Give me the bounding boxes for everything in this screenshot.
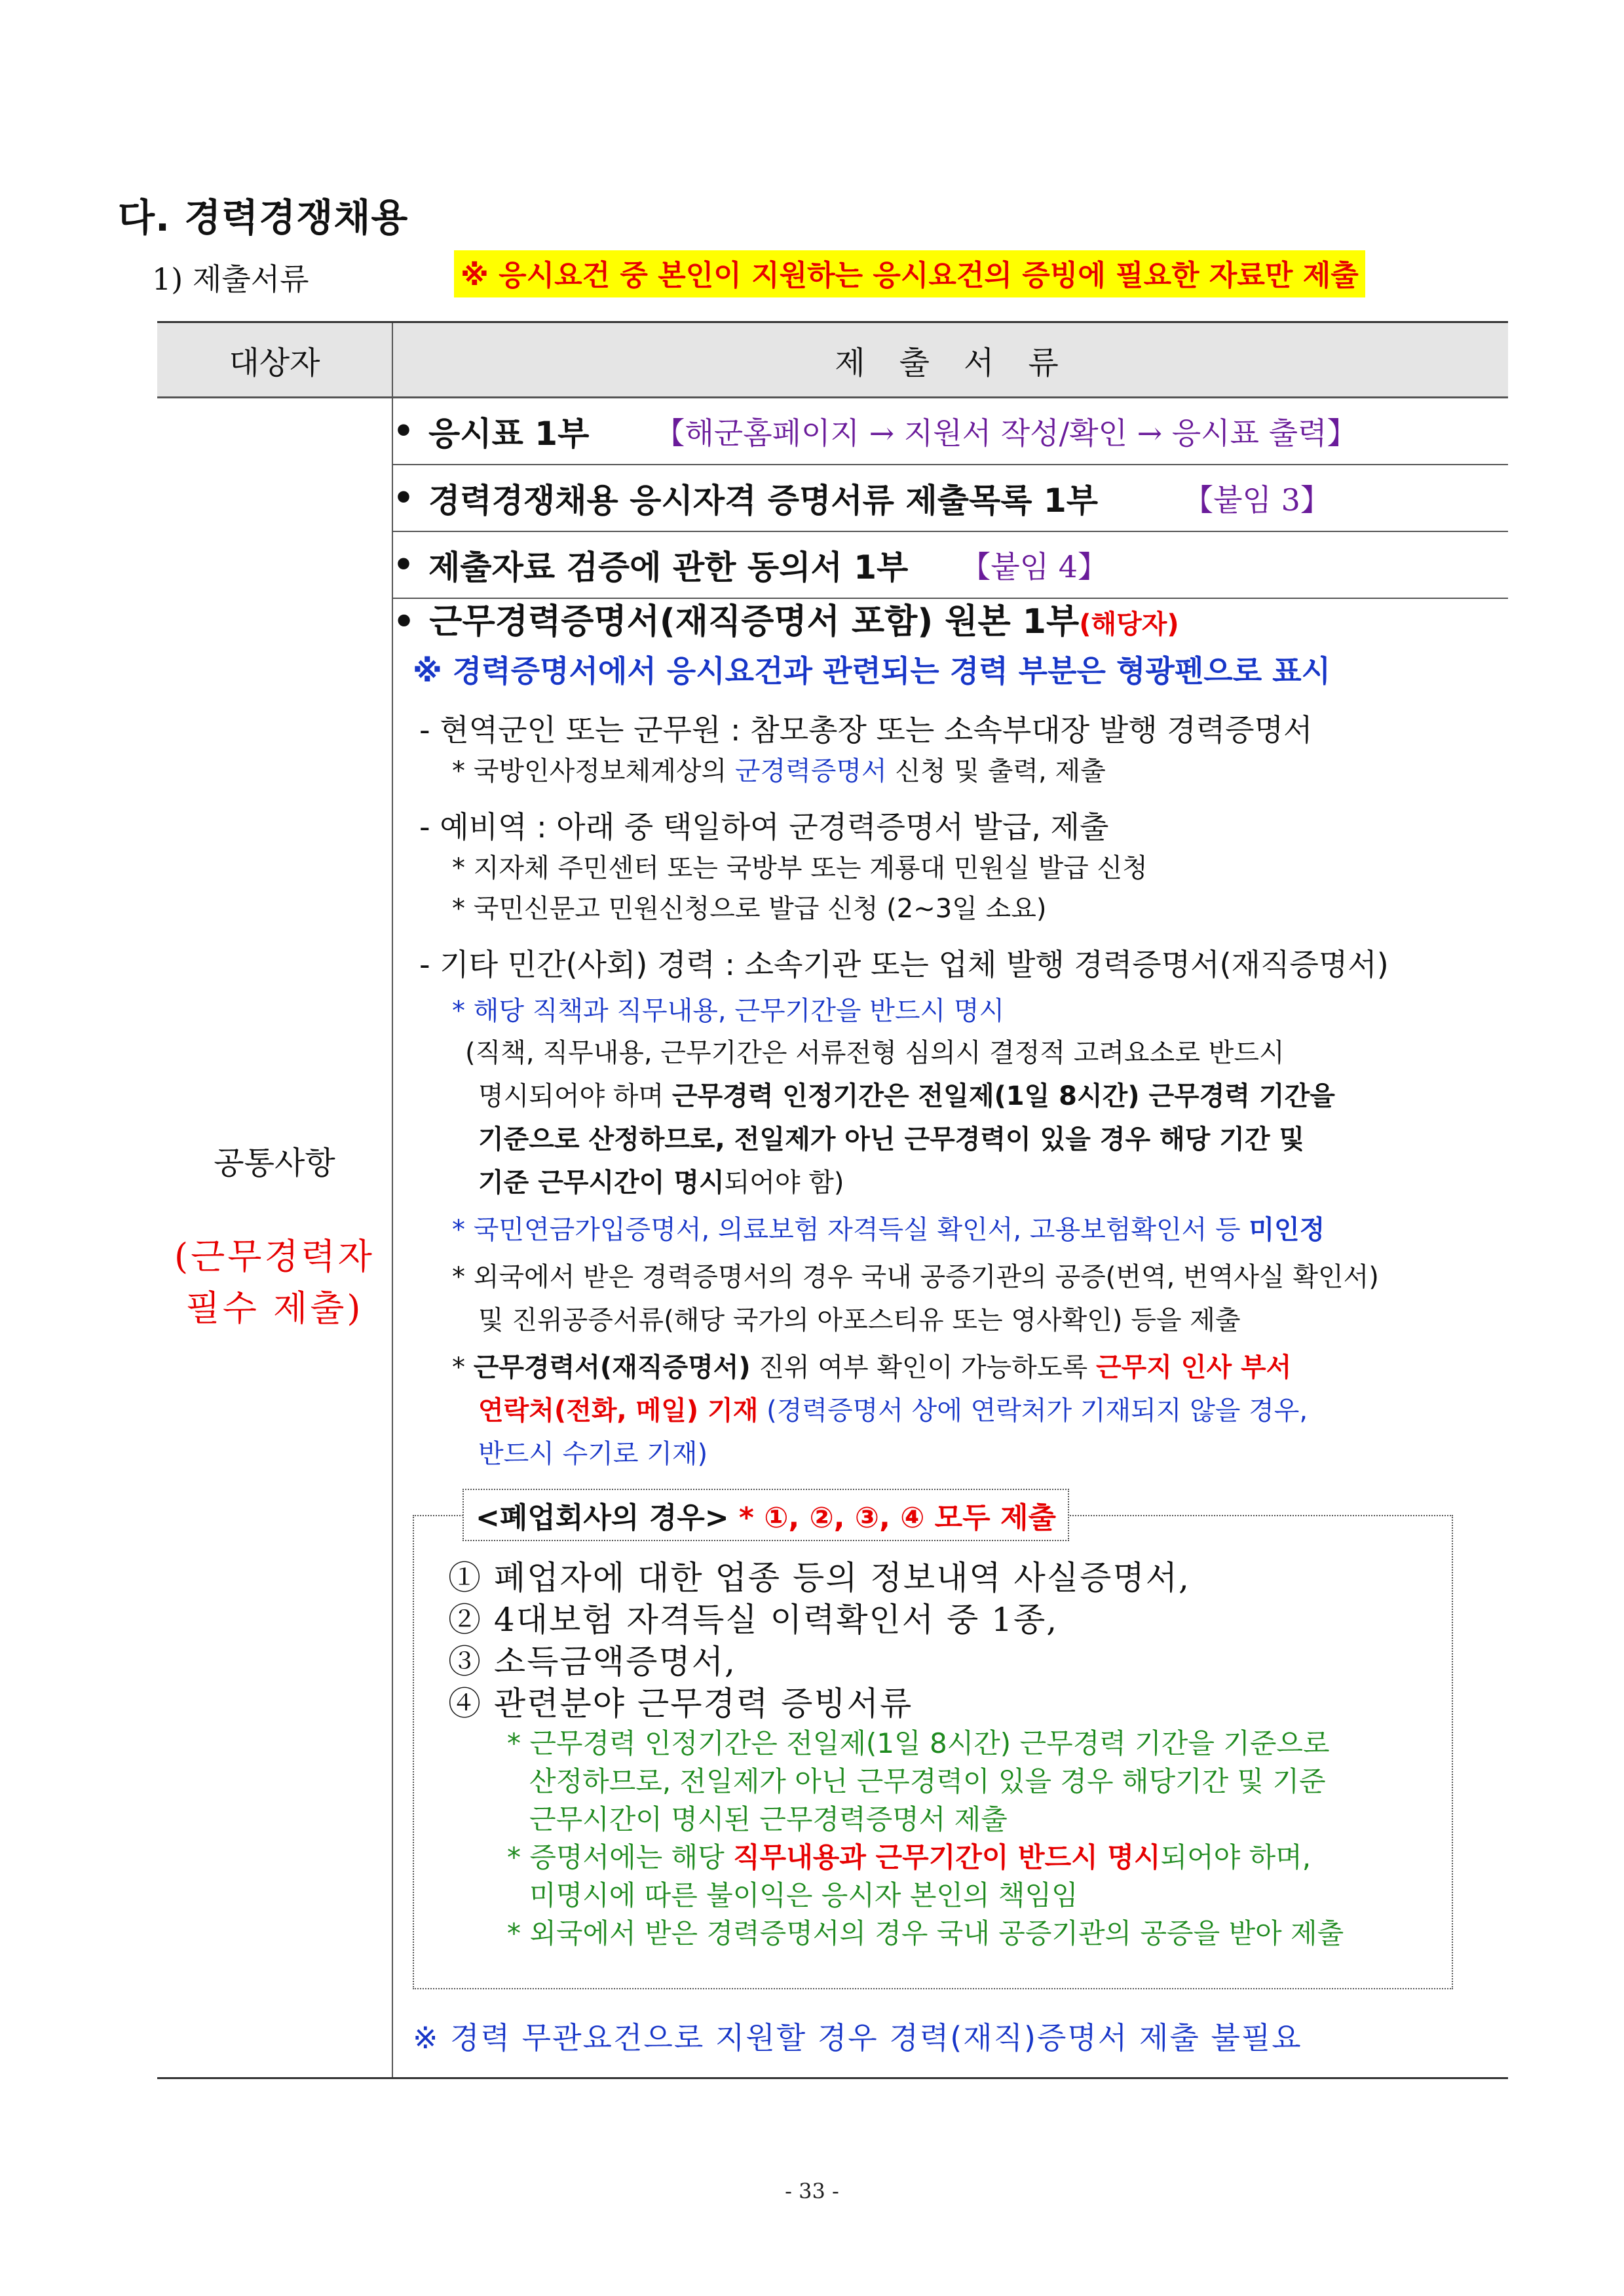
cert-heading [393, 599, 1508, 647]
item-note: 【붙임 3】 [1183, 482, 1331, 518]
verify-star-1 [393, 1346, 1508, 1389]
item-exam-ticket [392, 398, 1508, 465]
star-blue-text: 군경력증명서 [734, 756, 887, 786]
green-note-3: * 외국에서 받은 경력증명서의 경우 국내 공증기관의 공증을 받아 제출 [507, 1917, 1344, 1949]
green-note-line: 산정하므로, 전일제가 아닌 근무경력이 있을 경우 해당기간 및 기준 [529, 1765, 1326, 1797]
item-note: 【붙임 4】 [960, 549, 1108, 584]
reserve-item: - 예비역 : 아래 중 택일하여 군경력증명서 발급, 제출 [419, 809, 1109, 845]
star-bold-text: 근무경력서(재직증명서) [473, 1352, 751, 1383]
foreign-star-2: 및 진위공증서류(해당 국가의 아포스티유 또는 영사확인) 등을 제출 [478, 1305, 1241, 1335]
item-text: 경력경쟁채용 응시자격 증명서류 제출목록 1부 [428, 482, 1099, 520]
item-note: 【해군홈페이지 → 지원서 작성/확인 → 응시표 출력】 [654, 415, 1357, 451]
cert-heading-text: 근무경력증명서(재직증명서 포함) 원본 1부 [429, 602, 1080, 641]
private-item: - 기타 민간(사회) 경력 : 소속기관 또는 업체 발행 경력증명서(재직증명서) [419, 947, 1389, 982]
star-text: 신청 및 출력, 제출 [886, 756, 1106, 786]
closed-company-title [463, 1489, 1069, 1541]
green-red-text: 직무내용과 근무기간이 반드시 명시 [733, 1841, 1161, 1873]
box-title-text: <폐업회사의 경우> [476, 1501, 739, 1535]
item-text: 제출자료 검증에 관한 동의서 1부 [428, 548, 909, 586]
required-note-line-1: (근무경력자 [174, 1236, 375, 1278]
green-note-line: 미명시에 따른 불이익은 응시자 본인의 책임임 [529, 1879, 1078, 1911]
section-title: 다. 경력경쟁채용 [118, 195, 409, 240]
box-title-red-text: * ①, ②, ③, ④ 모두 제출 [738, 1501, 1057, 1535]
star-text: * 국방인사정보체계상의 [452, 756, 735, 786]
header-documents: 제출서류 [392, 322, 1508, 398]
list-item: ③ 소득금액증명서, [448, 1643, 736, 1681]
item-qualification-list [392, 465, 1508, 531]
reserve-star-2: * 국민신문고 민원신청으로 발급 신청 (2~3일 소요) [452, 894, 1047, 924]
target-cell [157, 398, 392, 2078]
verify-star-3: 반드시 수기로 기재) [478, 1439, 708, 1469]
star-bold-text: 미인정 [1249, 1215, 1325, 1245]
required-note-line-2: 필수 제출) [185, 1287, 364, 1329]
star-text: 진위 여부 확인이 가능하도록 [750, 1352, 1096, 1383]
highlight-notice: ※ 응시요건 중 본인이 지원하는 응시요건의 증빙에 필요한 자료만 제출 [454, 250, 1365, 297]
green-note-2 [448, 1839, 1426, 1915]
table-row [157, 398, 1508, 465]
green-note-1 [448, 1725, 1426, 1839]
bullet-icon: • [393, 479, 414, 517]
paragraph-line: 기준으로 산정하므로, 전일제가 아닌 근무경력이 있을 경우 해당 기간 및 [478, 1124, 1305, 1155]
page-number: - 33 - [785, 2179, 839, 2204]
item-consent-form [392, 531, 1508, 598]
green-note-line: 근무시간이 명시된 근무경력증명서 제출 [529, 1803, 1008, 1835]
star-text: * 국민연금가입증명서, 의료보험 자격득실 확인서, 고용보험확인서 등 [452, 1215, 1249, 1245]
required-note [157, 1231, 392, 1334]
star-blue-text: (경력증명서 상에 연락처가 기재되지 않을 경우, [758, 1396, 1308, 1426]
paragraph-text: 명시되어야 하며 [478, 1081, 672, 1111]
documents-table [157, 321, 1508, 2079]
paragraph-line: (직책, 직무내용, 근무기간은 서류전형 심의시 결정적 고려요소로 반드시 [465, 1038, 1285, 1068]
insurance-star [393, 1208, 1508, 1252]
active-duty-item: - 현역군인 또는 군무원 : 참모총장 또는 소속부대장 발행 경력증명서 [419, 712, 1313, 748]
final-note: ※ 경력 무관요건으로 지원할 경우 경력(재직)증명서 제출 불필요 [413, 2020, 1302, 2056]
paragraph-line [465, 1161, 1508, 1204]
paragraph-bold-text: 근무경력 인정기간은 전일제(1일 8시간) 근무경력 기간을 [671, 1081, 1335, 1111]
closed-company-box [413, 1501, 1453, 1989]
subhead: 1) 제출서류 [152, 261, 309, 297]
list-item: ① 폐업자에 대한 업종 등의 정보내역 사실증명서, [448, 1559, 1190, 1597]
active-duty-star [393, 751, 1508, 792]
green-note-line: * 근무경력 인정기간은 전일제(1일 8시간) 근무경력 기간을 기준으로 [507, 1727, 1330, 1759]
star-text: * [452, 1352, 474, 1383]
closed-company-body [448, 1557, 1426, 1953]
green-text: * 증명서에는 해당 [507, 1841, 734, 1873]
paragraph-line [465, 1075, 1508, 1118]
cert-heading-tag: (해당자) [1079, 609, 1179, 640]
verify-star-2 [393, 1389, 1508, 1432]
bullet-icon: • [393, 602, 415, 641]
green-text: 되어야 하며, [1160, 1841, 1312, 1873]
bullet-icon: • [393, 546, 414, 584]
list-item: ④ 관련분야 근무경력 증빙서류 [448, 1685, 913, 1723]
paragraph-bold-text: 기준 근무시간이 명시 [478, 1168, 725, 1198]
bullet-icon: • [393, 412, 414, 450]
table-header-row [157, 322, 1508, 398]
common-label: 공통사항 [214, 1145, 335, 1182]
cert-highlight-note: ※ 경력증명서에서 응시요건과 관련되는 경력 부분은 형광펜으로 표시 [413, 653, 1331, 689]
foreign-star-1: * 외국에서 받은 경력증명서의 경우 국내 공증기관의 공증(번역, 번역사실 확인서) [452, 1262, 1379, 1292]
private-star: * 해당 직책과 직무내용, 근무기간을 반드시 명시 [452, 996, 1005, 1026]
header-target: 대상자 [157, 322, 392, 398]
item-career-certificate [392, 598, 1508, 2078]
list-item: ② 4대보험 자격득실 이력확인서 중 1종, [448, 1601, 1059, 1639]
paragraph-text: 되어야 함) [724, 1168, 844, 1198]
item-text: 응시표 1부 [428, 415, 590, 453]
star-red-text: 근무지 인사 부서 [1095, 1352, 1292, 1383]
reserve-star-1: * 지자체 주민센터 또는 국방부 또는 계룡대 민원실 발급 신청 [452, 853, 1148, 883]
private-paragraph [393, 1031, 1508, 1204]
green-note-line [507, 1839, 1426, 1877]
star-red-text: 연락처(전화, 메일) 기재 [478, 1396, 759, 1426]
